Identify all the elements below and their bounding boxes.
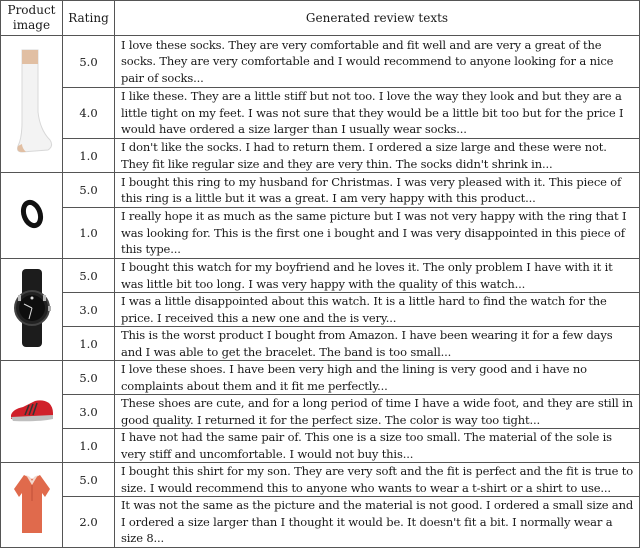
table-row [1,361,640,395]
rating-cell: 1.0 [63,327,115,361]
header-review-texts: Generated review texts [115,1,640,36]
header-rating: Rating [63,1,115,36]
rating-cell: 1.0 [63,208,115,259]
rating-cell: 5.0 [63,173,115,208]
review-text: I bought this ring to my husband for Christmas. I was very pleased with it. This piece of this ring is a little but it was a great. I am very happy with this product... [115,173,640,208]
watch-image [12,267,52,349]
ring-image [20,199,44,229]
product-image-cell [1,36,63,173]
table-row [1,293,640,327]
review-text: I really hope it as much as the same picture but I was not very happy with the ring that I was looking for. This is the first one i bought and I was very disappointed in this piece of this type... [115,208,640,259]
review-text: I bought this shirt for my son. They are very soft and the fit is perfect and the fit is true to size. I would recommend this to anyone who wants to wear a t-shirt or a shirt to use... [115,463,640,497]
rating-cell: 1.0 [63,139,115,173]
table-row [1,327,640,361]
table-row [1,497,640,548]
rating-cell: 3.0 [63,395,115,429]
table-row [1,139,640,173]
table-row [1,463,640,497]
review-text: I like these. They are a little stiff but not too. I love the way they look and but they are a little tight on my feet. I was not sure that they would be a little bit too but for the price I would have ordered a size larger than I usually wear socks... [115,88,640,139]
sock-image [10,42,54,162]
product-image-cell [1,173,63,259]
header-product-line1: Product [7,3,56,17]
shirt-image [12,471,52,535]
rating-cell: 5.0 [63,361,115,395]
review-text: I was a little disappointed about this watch. It is a little hard to find the watch for the price. I received this a new one and the is very... [115,293,640,327]
review-text: It was not the same as the picture and the material is not good. I ordered a small size and I ordered a size larger than I thought it would be. It doesn't fit a bit. I normally wear a size 8... [115,497,640,548]
review-text: I bought this watch for my boyfriend and he loves it. The only problem I have with it it was little bit too long. I was very happy with the quality of this watch... [115,259,640,293]
review-text: I have not had the same pair of. This one is a size too small. The material of the sole is very stiff and uncomfortable. I would not buy this... [115,429,640,463]
table-row [1,429,640,463]
review-text: These shoes are cute, and for a long period of time I have a wide foot, and they are still in good quality. I returned it for the perfect size. The color is way too tight... [115,395,640,429]
rating-cell: 5.0 [63,463,115,497]
product-image-cell [1,463,63,548]
table-row [1,395,640,429]
header-product-line2: image [12,18,51,32]
review-text: I love these shoes. I have been very high and the lining is very good and i have no complaints about them and it fit me perfectly... [115,361,640,395]
rating-cell: 1.0 [63,429,115,463]
header-product-image [1,1,63,36]
header-row [1,1,640,36]
product-image-cell [1,361,63,463]
table-row [1,88,640,139]
rating-cell: 2.0 [63,497,115,548]
rating-cell: 5.0 [63,36,115,88]
table-row [1,36,640,88]
review-text: This is the worst product I bought from Amazon. I have been wearing it for a few days and I was able to get the bracelet. The band is too small... [115,327,640,361]
table-row [1,259,640,293]
review-text: I don't like the socks. I had to return them. I ordered a size large and these were not. They fit like regular size and they are very thin. The socks didn't shrink in... [115,139,640,173]
shoe-image [9,397,55,423]
rating-cell: 5.0 [63,259,115,293]
table-row [1,208,640,259]
review-text: I love these socks. They are very comfortable and fit well and are very a great of the socks. They are very comfortable and I would recommend to anyone looking for a nice pair of socks... [115,36,640,88]
rating-cell: 3.0 [63,293,115,327]
table-row [1,173,640,208]
product-image-cell [1,259,63,361]
rating-cell: 4.0 [63,88,115,139]
